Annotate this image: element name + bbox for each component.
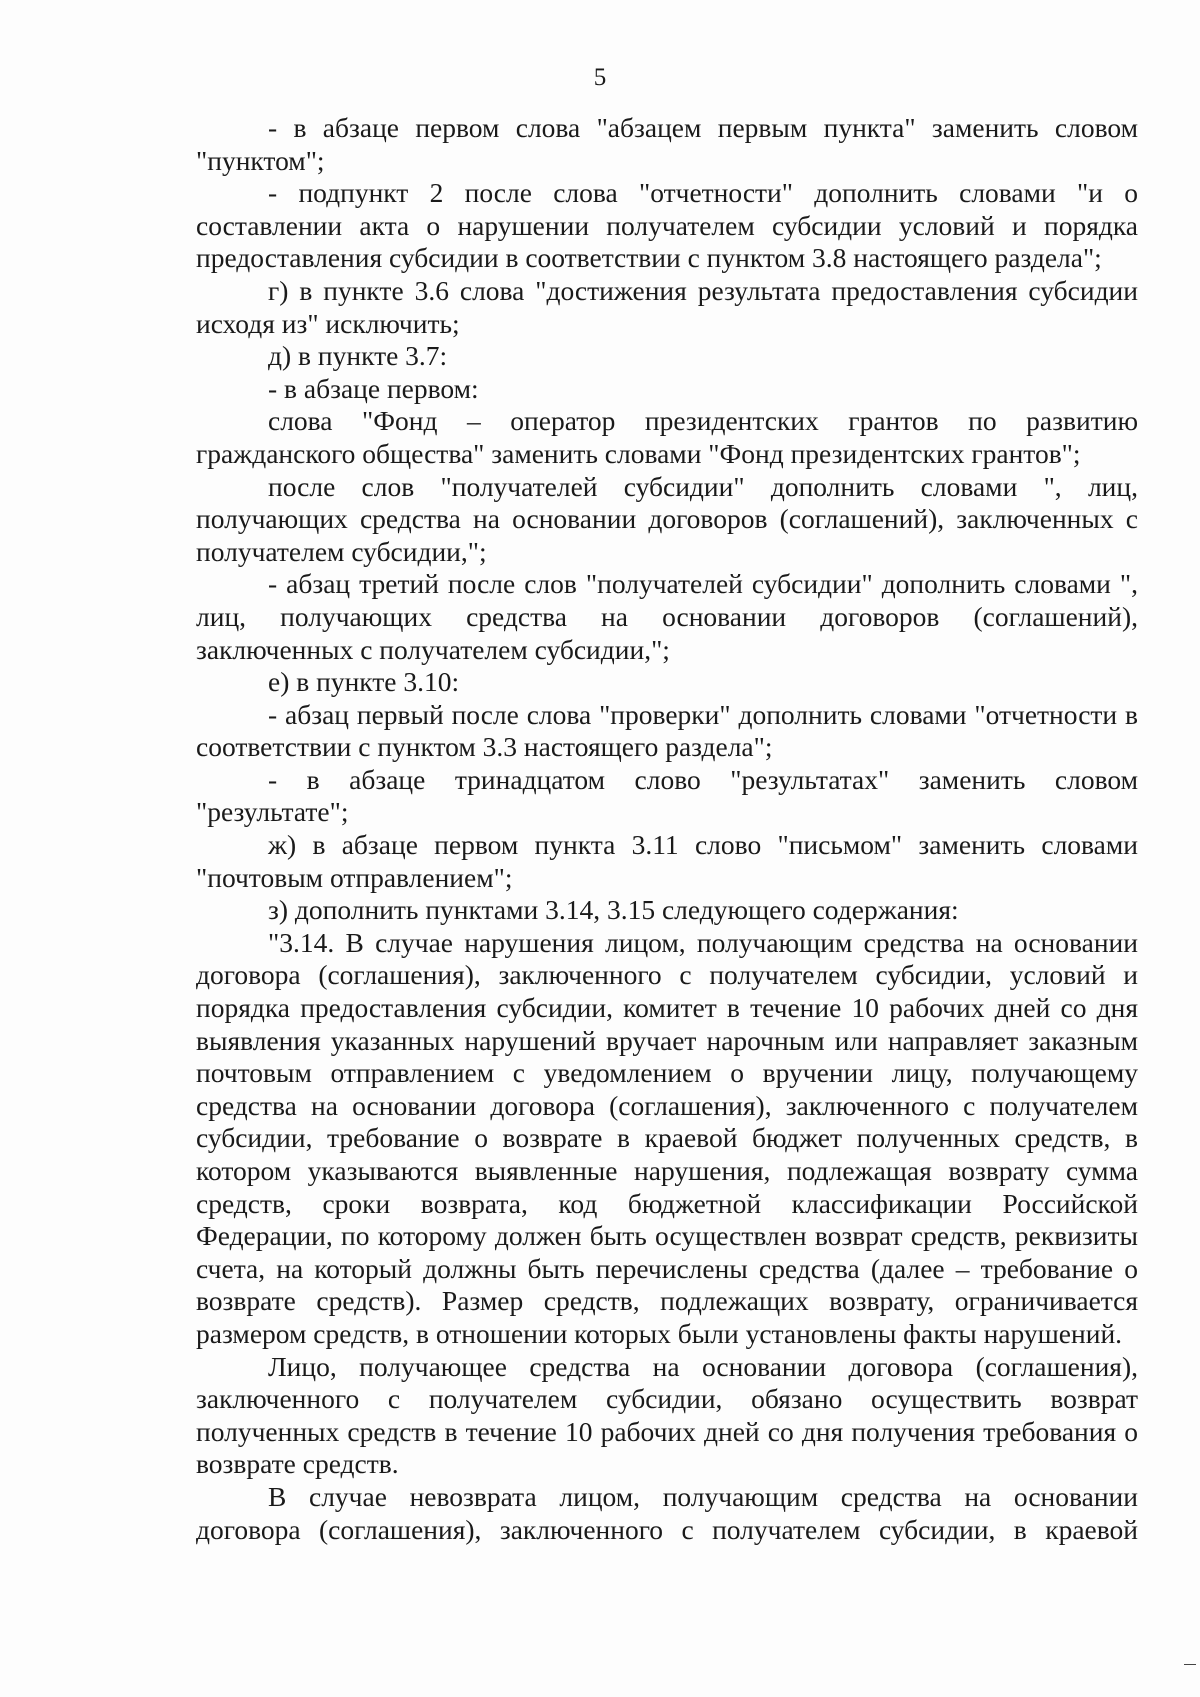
paragraph-5: - в абзаце первом: — [268, 372, 479, 404]
paragraph-4: д) в пункте 3.7: — [268, 340, 448, 372]
paragraph-14: "3.14. В случае нарушения лицом, получающим средства на основании договора (соглашения), заключенного с получателем субсидии, условий и порядка предоставления субсидии, комитет в течение 10 рабочих дней со дня выявления указанных нарушений вручает нарочным или направляет заказным почтовым отправлением с уведомлением о вручении лицу, получающему средства на основании договора (соглашения), заключенного с получателем субсидии, требование о возврате в краевой бюджет полученных средств, в котором указываются выявленные нарушения, подлежащая возврату сумма средств, сроки возврата, код бюджетной классификации Российской Федерации, по которому должен быть осуществлен возврат средств, реквизиты счета, на который должны быть перечислены средства (далее – требование о возврате средств). Размер средств, подлежащих возврату, ограничивается размером средств, в отношении которых были установлены факты нарушений. — [196, 926, 1138, 1349]
paragraph-16: В случае невозврата лицом, получающим средства на основании договора (соглашения), заключенного с получателем субсидии, в краевой — [196, 1480, 1138, 1545]
paragraph-10: - абзац первый после слова "проверки" дополнить словами "отчетности в соответствии с пунктом 3.3 настоящего раздела"; — [196, 698, 1138, 763]
paragraph-6: слова "Фонд – оператор президентских грантов по развитию гражданского общества" заменить словами "Фонд президентских грантов"; — [196, 405, 1138, 469]
scan-edge-mark — [1184, 1664, 1196, 1665]
paragraph-7: после слов "получателей субсидии" дополнить словами ", лиц, получающих средства на основании договоров (соглашений), заключенных с получателем субсидии,"; — [196, 470, 1138, 567]
paragraph-1: - в абзаце первом слова "абзацем первым пункта" заменить словом "пунктом"; — [196, 112, 1138, 176]
document-body — [196, 112, 1138, 1546]
paragraph-9: е) в пункте 3.10: — [268, 666, 460, 698]
paragraph-2: - подпункт 2 после слова "отчетности" дополнить словами "и о составлении акта о нарушении получателем субсидии условий и порядка предоставления субсидии в соответствии с пунктом 3.8 настоящего раздела"; — [196, 177, 1138, 274]
paragraph-15: Лицо, получающее средства на основании договора (соглашения), заключенного с получателем субсидии, обязано осуществить возврат полученных средств в течение 10 рабочих дней со дня получения требования о возврате средств. — [196, 1350, 1138, 1480]
paragraph-13: з) дополнить пунктами 3.14, 3.15 следующего содержания: — [268, 894, 959, 926]
paragraph-12: ж) в абзаце первом пункта 3.11 слово "письмом" заменить словами "почтовым отправлением"; — [196, 829, 1138, 893]
paragraph-8: - абзац третий после слов "получателей субсидии" дополнить словами ", лиц, получающих средства на основании договоров (соглашений), заключенных с получателем субсидии,"; — [196, 568, 1138, 665]
paragraph-11: - в абзаце тринадцатом слово "результатах" заменить словом "результате"; — [196, 763, 1138, 828]
paragraph-3: г) в пункте 3.6 слова "достижения результата предоставления субсидии исходя из" исключить; — [196, 274, 1138, 339]
page-number: 5 — [593, 64, 607, 91]
